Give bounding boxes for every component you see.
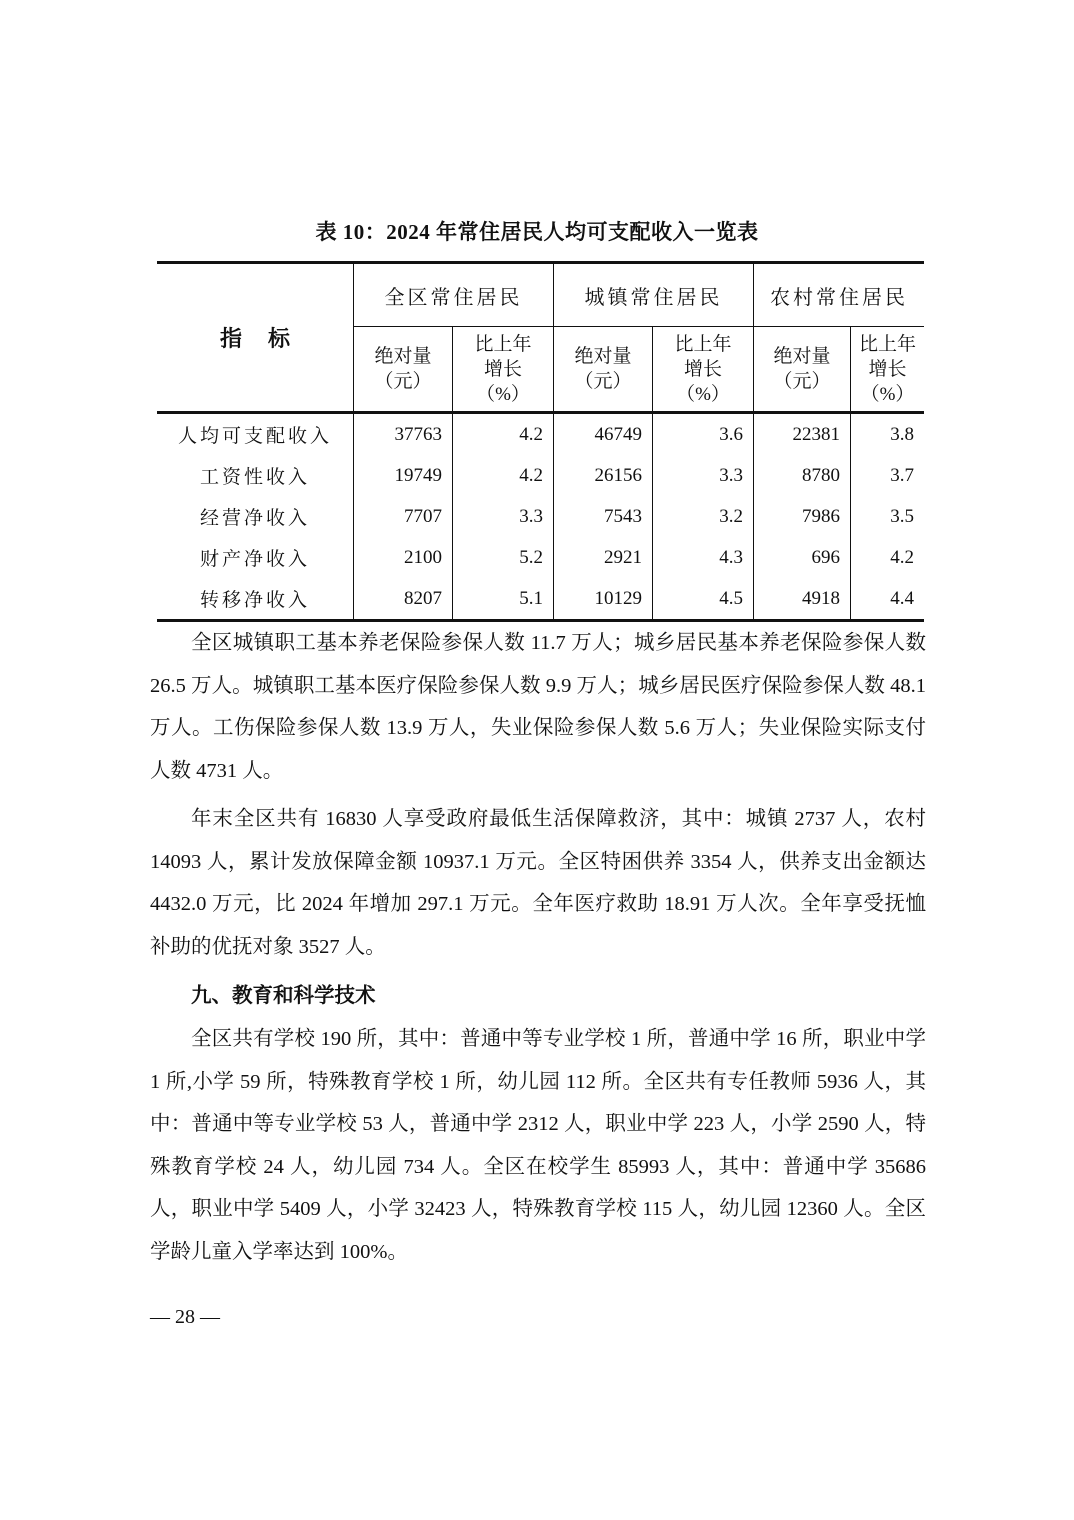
table-row: [157, 413, 924, 456]
page-number: — 28 —: [150, 1306, 220, 1328]
sub-header-text: 比上年: [474, 333, 532, 355]
cell-growth-rate: 3.5: [890, 505, 914, 527]
sub-header-text: 绝对量: [574, 346, 632, 367]
cell-growth-rate: 4.2: [453, 455, 554, 496]
cell-growth-rate: 4.2: [453, 413, 554, 456]
cell-absolute-value: 7986: [754, 496, 851, 537]
table-row: [157, 537, 924, 578]
table-row: [157, 578, 924, 621]
table-row: [157, 496, 924, 537]
row-label: 转移净收入: [157, 578, 354, 621]
cell-growth-rate: 4.3: [653, 537, 754, 578]
table-row: [157, 455, 924, 496]
row-label: 人均可支配收入: [157, 413, 354, 456]
row-label: 工资性收入: [157, 455, 354, 496]
sub-header-text: 绝对量: [773, 346, 831, 367]
paragraph-education: 全区共有学校 190 所，其中：普通中等专业学校 1 所，普通中学 16 所，职业中学 1 所,小学 59 所，特殊教育学校 1 所，幼儿园 112 所。全区共有专任教师 5936 人，其中：普通中等专业学校 53 人，普通中学 2312 人，职业中学 223 人，小学 2590 人，特殊教育学校 24 人，幼儿园 734 人。全区在校学生 85993 人，其中：普通中学 35686 人，职业中学 5409 人，小学 32423 人，特殊教育学校 115 人，幼儿园 12360 人。全区学龄儿童入学率达到 100%。: [150, 1028, 926, 1263]
group-header-all: 全区常住居民: [354, 263, 554, 327]
sub-header-absolute: [354, 327, 453, 413]
sub-header-unit: （%）: [676, 383, 730, 405]
sub-header-absolute: [554, 327, 653, 413]
cell-absolute-value: 4918: [754, 578, 851, 621]
cell-absolute-value: 10129: [554, 578, 653, 621]
row-label: 财产净收入: [157, 537, 354, 578]
sub-header-unit: （元）: [574, 371, 632, 392]
sub-header-growth: [453, 327, 554, 413]
cell-absolute-value: 7707: [354, 496, 453, 537]
sub-header-unit: （元）: [773, 371, 831, 392]
cell-growth-rate: 3.3: [453, 496, 554, 537]
sub-header-unit: （%）: [860, 383, 915, 405]
sub-header-growth: [851, 327, 925, 413]
table-body: [157, 413, 924, 621]
sub-header-text: 比上年: [858, 333, 916, 355]
cell-growth-rate: 3.2: [653, 496, 754, 537]
cell-absolute-value: 26156: [554, 455, 653, 496]
income-table: [157, 261, 924, 622]
sub-header-text: 增长: [868, 358, 907, 380]
cell-absolute-value: 7543: [554, 496, 653, 537]
section-heading-education: 九、教育和科学技术: [191, 985, 376, 1007]
cell-growth-rate: 3.7: [890, 464, 914, 486]
cell-absolute-value: 2921: [554, 537, 653, 578]
cell-growth-rate: 4.4: [851, 578, 925, 621]
cell-absolute-value: 8780: [754, 455, 851, 496]
sub-header-unit: （%）: [476, 383, 530, 405]
cell-growth-rate: 3.3: [653, 455, 754, 496]
cell-absolute-value: 2100: [354, 537, 453, 578]
sub-header-text: 比上年: [674, 333, 732, 355]
cell-growth-rate: 4.2: [890, 546, 914, 568]
sub-header-absolute: [754, 327, 851, 413]
cell-absolute-value: 19749: [354, 455, 453, 496]
paragraph-social-insurance: 全区城镇职工基本养老保险参保人数 11.7 万人；城乡居民基本养老保险参保人数 26.5 万人。城镇职工基本医疗保险参保人数 9.9 万人；城乡居民医疗保险参保人数 48.1 万人。工伤保险参保人数 13.9 万人，失业保险参保人数 5.6 万人；失业保险实际支付人数 4731 人。: [150, 632, 926, 782]
cell-growth-rate: 3.6: [653, 413, 754, 456]
cell-growth-rate: 5.2: [453, 537, 554, 578]
cell-absolute-value: 37763: [354, 413, 453, 456]
cell-absolute-value: 46749: [554, 413, 653, 456]
cell-absolute-value: 8207: [354, 578, 453, 621]
cell-growth-rate: 3.8: [890, 423, 914, 445]
indicator-header: 指标: [157, 263, 354, 413]
cell-growth-rate: 4.5: [653, 578, 754, 621]
group-header-rural: 农村常住居民: [754, 263, 925, 327]
cell-absolute-value: 22381: [754, 413, 851, 456]
sub-header-text: 增长: [683, 358, 722, 380]
sub-header-text: 增长: [483, 358, 522, 380]
row-label: 经营净收入: [157, 496, 354, 537]
paragraph-social-assistance: 年末全区共有 16830 人享受政府最低生活保障救济，其中：城镇 2737 人，农村 14093 人，累计发放保障金额 10937.1 万元。全区特困供养 3354 人，供养支出金额达 4432.0 万元，比 2024 年增加 297.1 万元。全年医疗救助 18.91 万人次。全年享受抚恤补助的优抚对象 3527 人。: [150, 808, 926, 958]
cell-absolute-value: 696: [754, 537, 851, 578]
group-header-urban: 城镇常住居民: [554, 263, 754, 327]
sub-header-growth: [653, 327, 754, 413]
table-title: 表 10：2024 年常住居民人均可支配收入一览表: [315, 220, 759, 244]
cell-growth-rate: 5.1: [453, 578, 554, 621]
sub-header-unit: （元）: [374, 371, 432, 392]
table-header-row-groups: [157, 263, 924, 327]
sub-header-text: 绝对量: [374, 346, 432, 367]
